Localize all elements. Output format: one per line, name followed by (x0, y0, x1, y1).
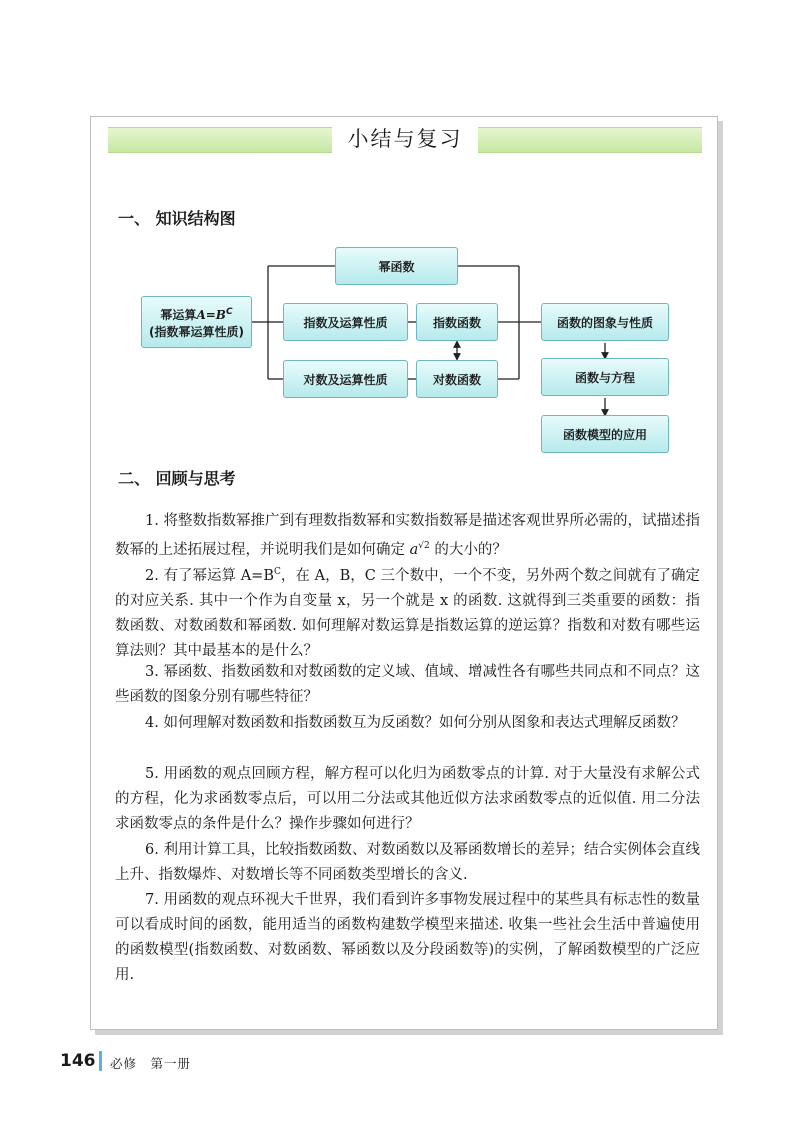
question-1-base: a (409, 541, 419, 558)
box-power-operation-line2: (指数幂运算性质) (149, 324, 244, 339)
question-2-text: 2. 有了幂运算 A=B (145, 567, 274, 584)
box-log-function: 对数函数 (416, 360, 498, 398)
question-2 (115, 560, 700, 664)
question-7: 7. 用函数的观点环视大千世界，我们看到许多事物发展过程中的某些具有标志性的数量可以看成时间的函数，能用适当的函数构建数学模型来描述. 收集一些社会生活中普遍使用的函数模型(指数函数、对数函数、幂函数以及分段函数等)的实例，了解函数模型的广泛应用. (115, 892, 700, 983)
question-6: 6. 利用计算工具，比较指数函数、对数函数以及幂函数增长的差异；结合实例体会直线上升、指数爆炸、对数增长等不同函数类型增长的含义. (115, 842, 700, 883)
question-1 (115, 509, 700, 563)
power-operation-label: 幂运算 (160, 307, 197, 322)
section-heading-knowledge-map: 一、 知识结构图 (118, 209, 236, 228)
footer-accent-bar (99, 1051, 102, 1071)
question-4: 4. 如何理解对数函数和指数函数互为反函数？如何分别从图象和表达式理解反函数？ (145, 715, 686, 731)
question-1-text-end: 的大小的？ (429, 541, 507, 558)
box-exp-operations: 指数及运算性质 (283, 303, 408, 341)
question-5: 5. 用函数的观点回顾方程，解方程可以化归为函数零点的计算. 对于大量没有求解公式的方程，化为求函数零点后，可以用二分法或其他近似方法求函数零点的近似值. 用二分法求函数零点的条件是什么？操作步骤如何进行？ (115, 766, 700, 832)
power-operation-formula: A=B (196, 307, 226, 322)
question-1-text: 1. 将整数指数幂推广到有理数指数幂和实数指数幂是描述客观世界所必需的，试描述指数幂的上述拓展过程，并说明我们是如何确定 (115, 513, 700, 558)
box-log-operations: 对数及运算性质 (283, 360, 408, 398)
box-power-function: 幂函数 (335, 247, 458, 285)
question-2-exponent: C (274, 567, 281, 577)
page-title: 小结与复习 (332, 124, 478, 154)
box-function-equation: 函数与方程 (541, 358, 669, 396)
box-power-operation (141, 296, 252, 348)
section-heading-review: 二、 回顾与思考 (118, 469, 236, 488)
power-operation-exponent: C (225, 306, 233, 317)
box-graph-properties: 函数的图象与性质 (541, 303, 669, 341)
page-number: 146 (60, 1051, 96, 1071)
question-3: 3. 幂函数、指数函数和对数函数的定义域、值域、增减性各有哪些共同点和不同点？这些函数的图象分别有哪些特征？ (115, 664, 700, 705)
box-exp-function: 指数函数 (416, 303, 498, 341)
box-function-model: 函数模型的应用 (541, 415, 669, 453)
footer-book-label: 必修 第一册 (110, 1056, 192, 1071)
question-2-text-end: ，在 A，B，C 三个数中，一个不变，另外两个数之间就有了确定的对应关系. 其中一个作为自变量 x，另一个就是 x 的函数. 这就得到三类重要的函数：指数函数、对数函数和幂函数. 如何理解对数运算是指数运算的逆运算？指数和对数有哪些运算法则？其中最基本的是什么？ (115, 567, 700, 659)
question-1-exponent: √2 (418, 541, 430, 551)
box-power-operation-line1 (160, 304, 232, 324)
